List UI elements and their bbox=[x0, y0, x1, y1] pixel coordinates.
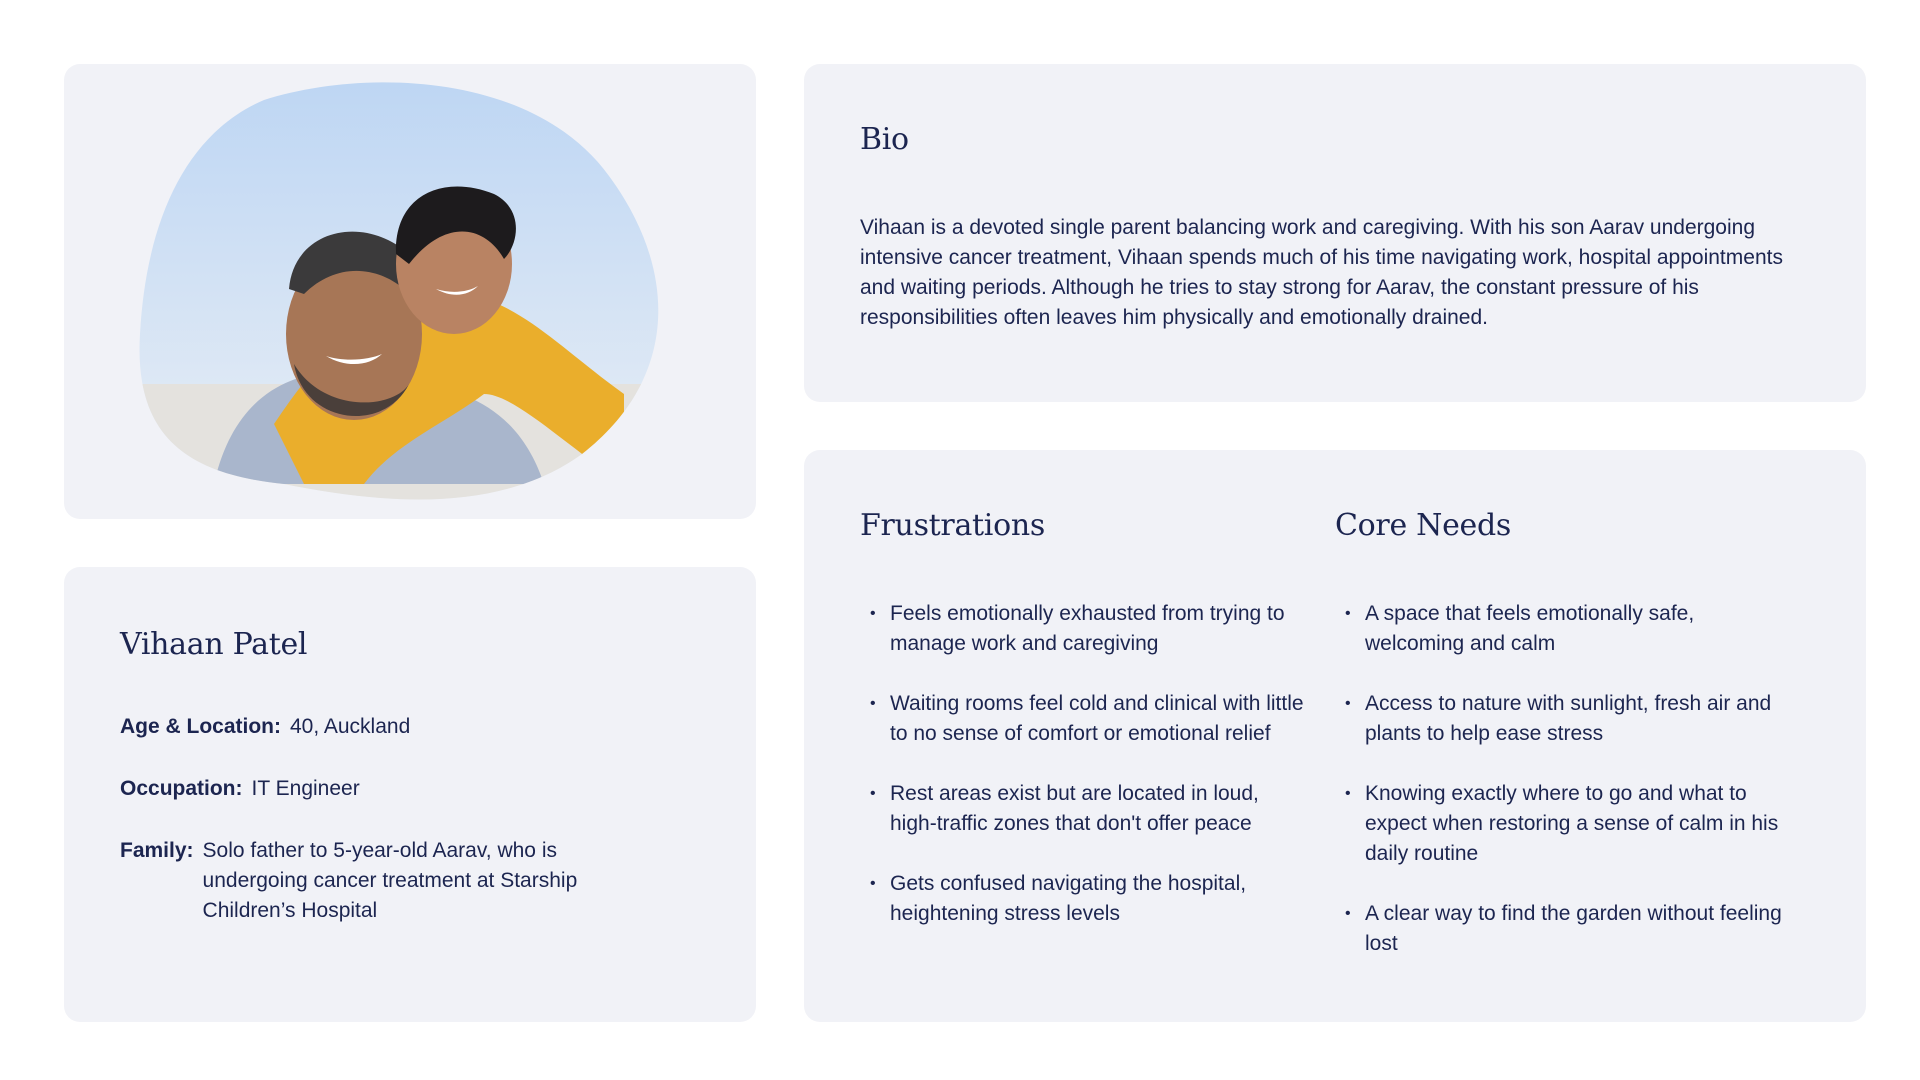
frustrations-title: Frustrations bbox=[860, 508, 1045, 543]
persona-name: Vihaan Patel bbox=[120, 627, 308, 662]
list-item: • Gets confused navigating the hospital, heightening stress levels bbox=[860, 869, 1310, 929]
core-needs-title: Core Needs bbox=[1335, 508, 1512, 543]
list-item: • Rest areas exist but are located in loud, high-traffic zones that don't offer peace bbox=[860, 779, 1310, 839]
field-label: Occupation: bbox=[120, 777, 243, 800]
list-item: • Waiting rooms feel cold and clinical with little to no sense of comfort or emotional relief bbox=[860, 689, 1310, 749]
list-item: • Knowing exactly where to go and what to expect when restoring a sense of calm in his daily routine bbox=[1335, 779, 1785, 869]
list-item: • A space that feels emotionally safe, welcoming and calm bbox=[1335, 599, 1785, 659]
list-item: • Feels emotionally exhausted from trying to manage work and caregiving bbox=[860, 599, 1310, 659]
frustrations-column bbox=[860, 508, 1335, 989]
bio-card bbox=[804, 64, 1866, 402]
core-needs-column bbox=[1335, 508, 1810, 989]
occupation-field bbox=[120, 774, 700, 804]
bio-title: Bio bbox=[860, 122, 909, 157]
persona-photo-card bbox=[64, 64, 756, 519]
core-needs-list bbox=[1335, 599, 1810, 959]
family-field bbox=[120, 836, 700, 926]
age-location-field bbox=[120, 712, 700, 742]
field-label: Age & Location: bbox=[120, 715, 281, 738]
frustrations-list bbox=[860, 599, 1335, 929]
list-item: • A clear way to find the garden without feeling lost bbox=[1335, 899, 1785, 959]
frustrations-needs-card bbox=[804, 450, 1866, 1022]
field-value: IT Engineer bbox=[251, 777, 360, 800]
bio-text: Vihaan is a devoted single parent balancing work and caregiving. With his son Aarav undergoing intensive cancer treatment, Vihaan spends much of his time navigating work, hospital appointments and waiting periods. Although he tries to stay strong for Aarav, the constant pressure of his responsibilities often leaves him physically and emotionally drained. bbox=[860, 216, 1783, 329]
list-item: • Access to nature with sunlight, fresh air and plants to help ease stress bbox=[1335, 689, 1785, 749]
field-label: Family: bbox=[120, 839, 194, 862]
profile-card bbox=[64, 567, 756, 1022]
field-value: Solo father to 5-year-old Aarav, who is undergoing cancer treatment at Starship Children’s Hospital bbox=[202, 839, 578, 922]
field-value: 40, Auckland bbox=[290, 715, 411, 738]
persona-photo bbox=[64, 64, 756, 519]
